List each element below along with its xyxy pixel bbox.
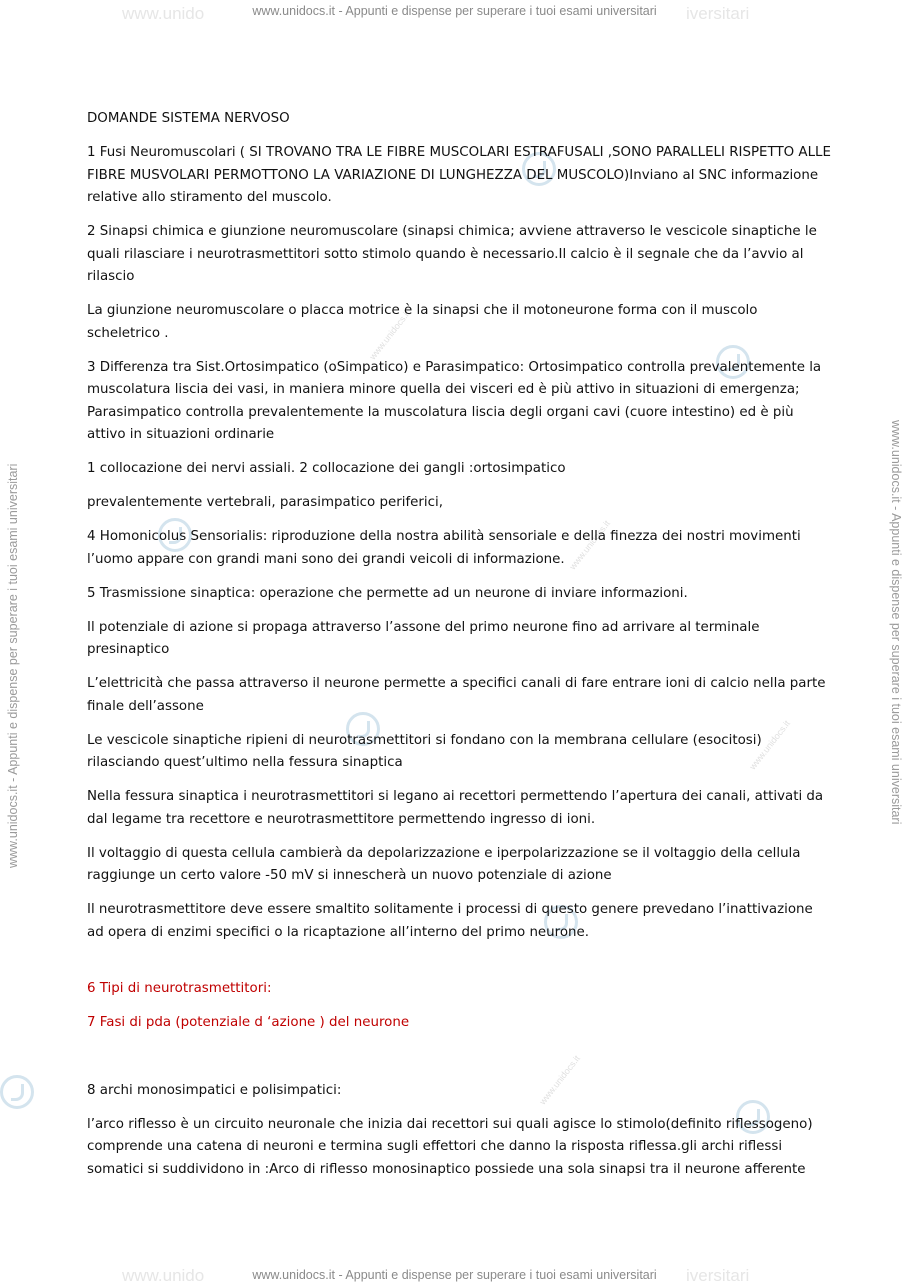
watermark-small-mark: www.unidocs.it <box>367 308 413 362</box>
paragraph: Il potenziale di azione si propaga attraverso l’assone del primo neurone fino ad arrivare al terminale presinaptico <box>87 619 760 657</box>
paragraph: 3 Differenza tra Sist.Ortosimpatico (oSimpatico) e Parasimpatico: Ortosimpatico controlla prevalentemente la muscolatura liscia dei vasi, in maniera minore quella dei visceri ed è più attivo in situazioni di emergenza; Parasimpatico controlla prevalentemente la muscolatura liscia degli organi cavi (cuore intestino) ed è più attivo in situazioni ordinarie <box>87 359 822 442</box>
paragraph: prevalentemente vertebrali, parasimpatico periferici, <box>87 495 443 510</box>
watermark-ghost-left: www.unido <box>122 4 205 23</box>
paragraph: 1 Fusi Neuromuscolari ( SI TROVANO TRA LE FIBRE MUSCOLARI ESTRAFUSALI ,SONO PARALLELI RISPETTO ALLE FIBRE MUSVOLARI PERMOTTONO LA VARIAZIONE DI LUNGHEZZA DEL MUSCOLO)Inviano al SNC informazione relative allo stiramento del muscolo. <box>87 145 831 205</box>
paragraph: 5 Trasmissione sinaptica: operazione che permette ad un neurone di inviare informazioni. <box>87 585 688 601</box>
unidocs-logo-icon <box>0 1075 34 1109</box>
paragraph: Le vescicole sinaptiche ripieni di neurotrasmettitori si fondano con la membrana cellulare (esocitosi) rilasciando quest’ultimo nella fessura sinaptica <box>87 732 762 770</box>
spacer <box>87 956 832 978</box>
red-heading-action-potential: 7 Fasi di pda (potenziale d ‘azione ) del neurone <box>87 1014 410 1030</box>
paragraph: L’elettricità che passa attraverso il neurone permette a specifici canali di fare entrare ioni di calcio nella parte finale dell’assone <box>87 676 826 714</box>
section8-title: 8 archi monosimpatici e polisimpatici: <box>87 1082 342 1098</box>
watermark-footer: www.unidocs.it - Appunti e dispense per superare i tuoi esami universitari <box>252 1268 657 1282</box>
paragraph: Il voltaggio di questa cellula cambierà da depolarizzazione e iperpolarizzazione se il voltaggio della cellula raggiunge un certo valore -50 mV si innescherà un nuovo potenziale di azione <box>87 845 801 883</box>
watermark-small-mark: www.unidocs.it <box>537 1053 583 1107</box>
paragraph: La giunzione neuromuscolare o placca motrice è la sinapsi che il motoneurone forma con il muscolo scheletrico . <box>87 303 758 341</box>
paragraph: 4 Homonicolus Sensorialis: riproduzione della nostra abilità sensoriale e della finezza dei nostri movimenti l’uomo appare con grandi mani sono dei grandi veicoli di informazione. <box>87 529 801 567</box>
document-title: DOMANDE SISTEMA NERVOSO <box>87 111 290 126</box>
paragraph: Il neurotrasmettitore deve essere smaltito solitamente i processi di questo genere prevedano l’inattivazione ad opera di enzimi specifici o la ricaptazione all’interno del primo neurone. <box>87 902 813 940</box>
watermark-small-mark: www.unidocs.it <box>567 518 613 572</box>
document-body <box>87 108 832 1193</box>
watermark-header: www.unidocs.it - Appunti e dispense per superare i tuoi esami universitari <box>252 4 657 18</box>
watermark-ghost-left-bottom: www.unido <box>122 1266 205 1285</box>
watermark-small-mark: www.unidocs.it <box>747 718 793 772</box>
paragraph: 2 Sinapsi chimica e giunzione neuromuscolare (sinapsi chimica; avviene attraverso le vescicole sinaptiche le quali rilasciare i neurotrasmettitori sotto stimolo quando è necessario.Il calcio è il segnale che da l’avvio al rilascio <box>87 224 817 284</box>
paragraph: 1 collocazione dei nervi assiali. 2 collocazione dei gangli :ortosimpatico <box>87 461 566 476</box>
watermark-side-left: www.unidocs.it - Appunti e dispense per superare i tuoi esami universitari <box>6 463 20 868</box>
spacer <box>87 1046 832 1080</box>
watermark-ghost-right-bottom: iversitari <box>686 1266 750 1285</box>
paragraph: Nella fessura sinaptica i neurotrasmettitori si legano ai recettori permettendo l’apertura dei canali, attivati da dal legame tra recettore e neurotrasmettitore permettendo ingresso di ioni. <box>87 789 824 827</box>
watermark-side-right: www.unidocs.it - Appunti e dispense per superare i tuoi esami universitari <box>889 420 903 825</box>
section8-text: l’arco riflesso è un circuito neuronale che inizia dai recettori sui quali agisce lo stimolo(definito riflessogeno) comprende una catena di neuroni e termina sugli effettori che danno la risposta riflessa.gli archi riflessi somatici si suddividono in :Arco di riflesso monosinaptico possiede una sola sinapsi tra il neurone afferente <box>87 1116 813 1177</box>
red-heading-neurotransmitters: 6 Tipi di neurotrasmettitori: <box>87 980 272 996</box>
watermark-ghost-right: iversitari <box>686 4 750 23</box>
